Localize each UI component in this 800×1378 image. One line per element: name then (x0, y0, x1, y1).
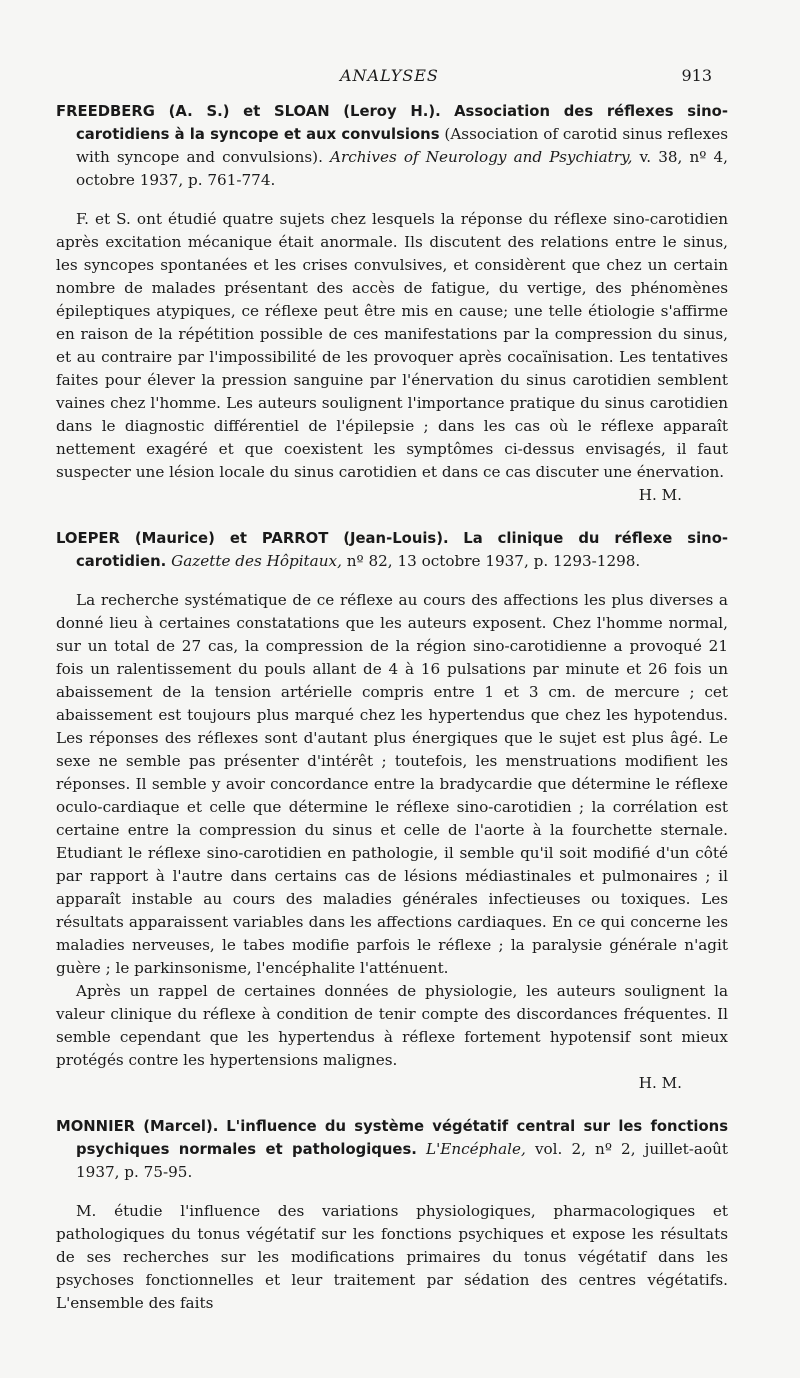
review-paragraph: F. et S. ont étudié quatre sujets chez lesquels la réponse du réflexe sino-carotidien après excitation mécanique était anormale. Ils discutent des relations entre le sinus, les syncopes spontanées et les crises convulsives, et considèrent que chez un certain nombre de malades présentant des accès de fatigue, du vertige, des phénomènes épileptiques atypiques, ce réflexe peut être mis en cause; une telle étiologie s'affirme en raison de la répétition possible de ces manifestations par la compression du sinus, et au contraire par l'impossibilité de les provoquer après cocaïnisation. Les tentatives faites pour élever la pression sanguine par l'énervation du sinus carotidien semblent vaines chez l'homme. Les auteurs soulignent l'importance pratique du sinus carotidien dans le diagnostic différentiel de l'épilepsie ; dans les cas où le réflexe apparaît nettement exagéré et que coexistent les symptômes ci-dessus envisagés, il faut suspecter une lésion locale du sinus carotidien et dans ce cas discuter une énervation. (56, 210, 728, 481)
reviewer-signature: H. M. (638, 486, 682, 504)
running-title: ANALYSES (340, 66, 439, 85)
title-translation: (Association of carotid sinus reflexes with syncope and convulsions). (76, 125, 728, 166)
review-body (56, 589, 728, 1072)
review-paragraph: Après un rappel de certaines données de physiologie, les auteurs soulignent la valeur clinique du réflexe à condition de tenir compte des discordances fréquentes. Il semble cependant que les hypertendus à réflexe fortement hypotensif sont mieux protégés contre les hypertensions malignes. (56, 982, 728, 1069)
authors: LOEPER (Maurice) et PARROT (Jean-Louis). (56, 530, 449, 547)
citation-details: v. 38, nº 4, octobre 1937, p. 761-774. (76, 148, 729, 189)
citation-details: vol. 2, nº 2, juillet-août 1937, p. 75-95. (76, 1140, 728, 1181)
page-number: 913 (681, 66, 712, 85)
review-entry-freedberg (56, 100, 728, 507)
journal-name: L'Encéphale, (426, 1140, 526, 1158)
citation-details: nº 82, 13 octobre 1937, p. 1293-1298. (346, 552, 641, 570)
bibliographic-reference (56, 1115, 728, 1184)
authors: MONNIER (Marcel). (56, 1118, 219, 1135)
review-entry-monnier (56, 1115, 728, 1315)
authors: FREEDBERG (A. S.) et SLOAN (Leroy H.). (56, 103, 441, 120)
article-title: La clinique du réflexe sino-carotidien. (76, 530, 729, 570)
journal-name: Archives of Neurology and Psychiatry, (330, 148, 633, 166)
bibliographic-reference (56, 100, 728, 192)
article-title: Association des réflexes sino-carotidiens à la syncope et aux convulsions (76, 103, 728, 143)
page-content (56, 100, 728, 1335)
review-paragraph: M. étudie l'influence des variations physiologiques, pharmacologiques et pathologiques du tonus végétatif sur les fonctions psychiques et expose les résultats de ses recherches sur les modifications primaires du tonus végétatif dans les psychoses fonctionnelles et leur traitement par sédation des centres végétatifs. L'ensemble des faits (56, 1202, 728, 1312)
review-paragraph: La recherche systématique de ce réflexe au cours des affections les plus diverses a donné lieu à certaines constatations que les auteurs exposent. Chez l'homme normal, sur un total de 27 cas, la compression de la région sino-carotidienne a provoqué 21 fois un ralentissement du pouls allant de 4 à 16 pulsations par minute et 26 fois un abaissement de la tension artérielle compris entre 1 et 3 cm. de mercure ; cet abaissement est toujours plus marqué chez les hypertendus que chez les hypotendus. Les réponses des réflexes sont d'autant plus énergiques que le sujet est plus âgé. Le sexe ne semble pas présenter d'intérêt ; toutefois, les menstruations modifient les réponses. Il semble y avoir concordance entre la bradycardie que détermine le réflexe oculo-cardiaque et celle que détermine le réflexe sino-carotidien ; la corrélation est certaine entre la compression du sinus et celle de l'aorte à la fourchette sternale. Etudiant le réflexe sino-carotidien en pathologie, il semble qu'il soit modifié d'un côté par rapport à l'autre dans certains cas de lésions médiastinales et pulmonaires ; il apparaît instable au cours des maladies générales infectieuses ou toxiques. Les résultats apparaissent variables dans les affections cardiaques. En ce qui concerne les maladies nerveuses, le tabes modifie parfois le réflexe ; la paralysie générale n'agit guère ; le parkinsonisme, l'encéphalite l'atténuent. (56, 591, 728, 977)
running-header (340, 66, 712, 88)
article-title: L'influence du système végétatif central sur les fonctions psychiques normales et pathologiques. (76, 1118, 729, 1158)
review-body (56, 1200, 728, 1315)
journal-name: Gazette des Hôpitaux, (171, 552, 342, 570)
review-body (56, 208, 728, 484)
bibliographic-reference (56, 527, 728, 573)
review-entry-loeper (56, 527, 728, 1095)
reviewer-signature: H. M. (638, 1074, 682, 1092)
